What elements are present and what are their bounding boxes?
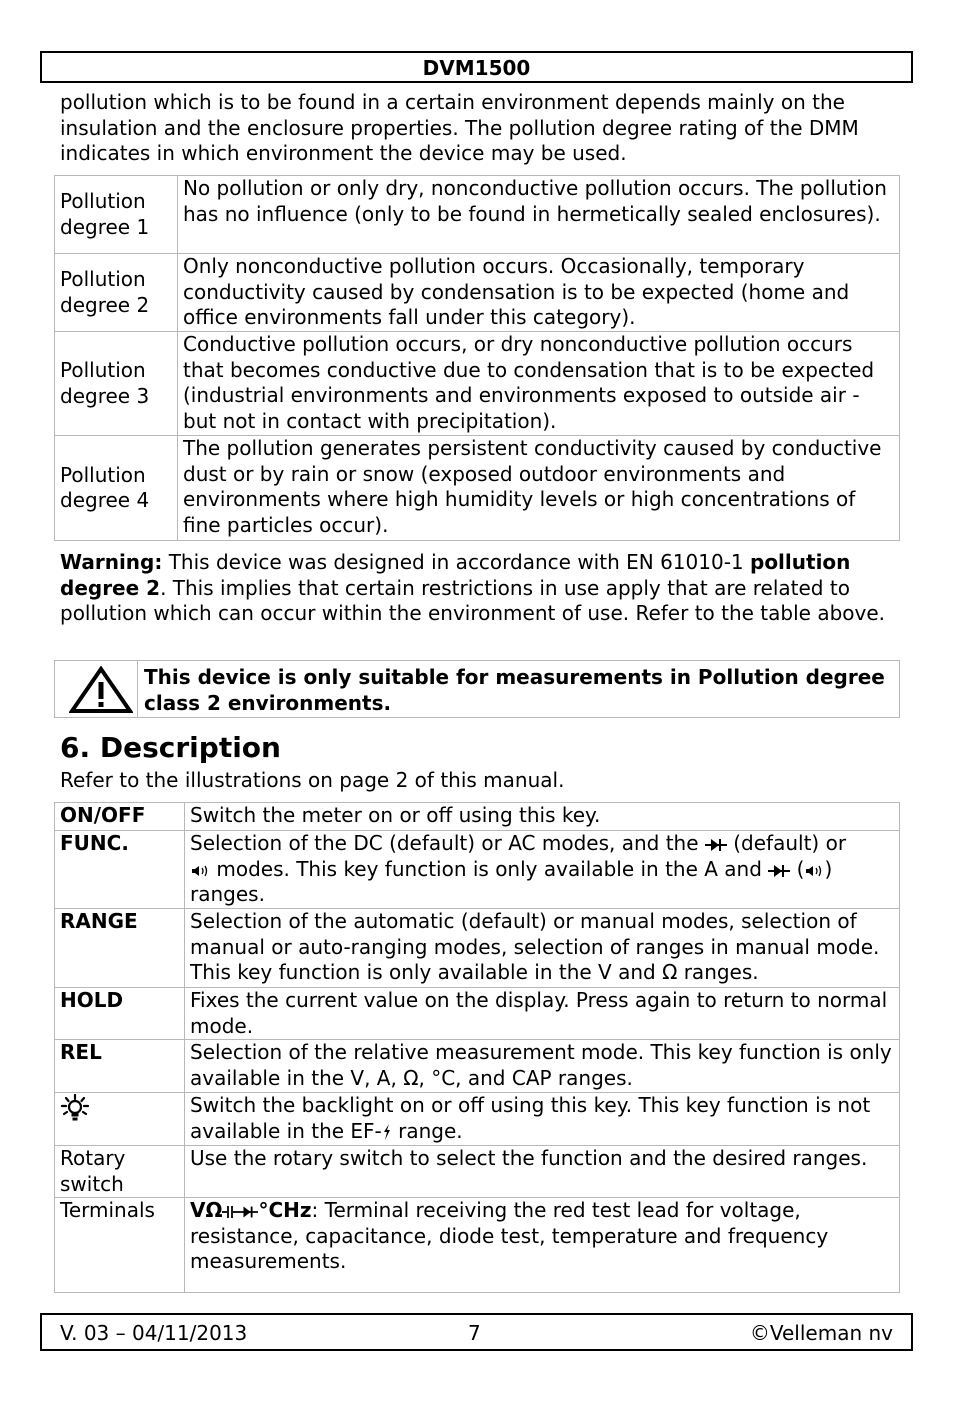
key-description: Fixes the current value on the display. Press again to return to normal mode. <box>185 988 900 1040</box>
diode-icon <box>238 1204 258 1220</box>
terminal-description: : Terminal receiving the red test lead for voltage, resistance, capacitance, diode test, temperature and frequency measurements. <box>190 1198 829 1273</box>
func-text: ) ranges. <box>190 856 833 906</box>
key-description: Selection of the automatic (default) or manual modes, selection of manual or auto-ranging modes, selection of ranges in manual mode. This key function is only available in the V and Ω ranges. <box>185 909 900 988</box>
backlight-text: Switch the backlight on or off using this key. This key function is not available in the EF- <box>190 1093 871 1143</box>
intro-paragraph: pollution which is to be found in a certain environment depends mainly on the insulation and the enclosure properties. The pollution degree rating of the DMM indicates in which environment the device may be used. <box>60 90 859 165</box>
table-row <box>55 988 900 1040</box>
key-description: Selection of the relative measurement mode. This key function is only available in the V, A, Ω, °C, and CAP ranges. <box>185 1040 900 1093</box>
warning-text-continued: . This implies that certain restrictions in use apply that are related to pollution which can occur within the environment of use. Refer to the table above. <box>60 575 885 625</box>
key-description <box>185 831 900 909</box>
capacitor-icon <box>222 1204 238 1220</box>
pollution-description: The pollution generates persistent conductivity caused by conductive dust or by rain or snow (exposed outdoor environments and environments where high humidity levels or high concentrations of fine particles occur). <box>178 436 900 541</box>
pollution-description: No pollution or only dry, nonconductive pollution occurs. The pollution has no influence (only to be found in hermetically sealed enclosures). <box>178 176 900 254</box>
warning-text: This device was designed in accordance with EN 61010-1 <box>168 550 744 574</box>
warning-label: Warning: <box>60 550 163 574</box>
func-text: ( <box>796 856 805 881</box>
footer-copyright: ©Velleman nv <box>749 1321 893 1345</box>
table-row <box>55 803 900 831</box>
warning-paragraph <box>60 550 900 627</box>
func-text: (default) or <box>733 831 847 855</box>
table-row <box>55 254 900 332</box>
func-text: Selection of the DC (default) or AC modes, and the <box>190 831 699 855</box>
pollution-label: Pollution degree 4 <box>55 436 178 541</box>
key-label-terminals: Terminals <box>55 1198 185 1293</box>
pollution-degree-table <box>54 175 900 541</box>
terminal-symbols: VΩ <box>190 1198 223 1222</box>
page-footer <box>40 1313 913 1351</box>
table-row <box>55 1146 900 1198</box>
table-row <box>55 1093 900 1146</box>
func-text: modes. This key function is only available in the A and <box>216 856 762 881</box>
pollution-label: Pollution degree 1 <box>55 176 178 254</box>
footer-version: V. 03 – 04/11/2013 <box>60 1321 248 1345</box>
pollution-description: Conductive pollution occurs, or dry nonconductive pollution occurs that becomes conductive due to condensation that is to be expected (industrial environments and environments exposed to outside air - but not in contact with precipitation). <box>178 332 900 436</box>
pollution-label: Pollution degree 2 <box>55 254 178 332</box>
page-header <box>40 51 913 83</box>
continuity-buzzer-icon <box>804 863 824 879</box>
diode-icon <box>705 837 727 853</box>
key-label-rel: REL <box>55 1040 185 1093</box>
backlight-bulb-icon <box>60 1094 90 1122</box>
table-row <box>55 1040 900 1093</box>
key-description-table <box>54 802 900 1293</box>
table-row <box>55 831 900 909</box>
table-row <box>55 332 900 436</box>
key-description: Switch the meter on or off using this key. <box>185 803 900 831</box>
page-number: 7 <box>468 1321 481 1345</box>
pollution-description: Only nonconductive pollution occurs. Occasionally, temporary conductivity caused by condensation is to be expected (home and office environments fall under this category). <box>178 254 900 332</box>
caution-text: This device is only suitable for measurements in Pollution degree class 2 environments. <box>144 665 885 715</box>
lightning-icon <box>382 1123 392 1141</box>
terminal-symbols: °CHz <box>258 1198 312 1222</box>
key-label-backlight <box>55 1093 185 1146</box>
key-label-onoff: ON/OFF <box>55 803 185 831</box>
caution-divider <box>137 661 138 717</box>
table-row <box>55 909 900 988</box>
key-description <box>185 1093 900 1146</box>
key-label-range: RANGE <box>55 909 185 988</box>
diode-icon <box>768 863 790 879</box>
key-label-func: FUNC. <box>55 831 185 909</box>
caution-box <box>54 660 900 718</box>
section-title: 6. Description <box>60 731 281 764</box>
backlight-text: range. <box>398 1118 463 1143</box>
key-label-rotary: Rotary switch <box>55 1146 185 1198</box>
table-row <box>55 176 900 254</box>
key-description: Use the rotary switch to select the function and the desired ranges. <box>185 1146 900 1198</box>
warning-triangle-icon <box>69 666 133 714</box>
warning-bold-text: pollution degree 2 <box>60 550 851 600</box>
table-row <box>55 1198 900 1293</box>
header-title: DVM1500 <box>422 56 531 80</box>
pollution-label: Pollution degree 3 <box>55 332 178 436</box>
key-description <box>185 1198 900 1293</box>
continuity-buzzer-icon <box>190 863 210 879</box>
section-intro: Refer to the illustrations on page 2 of this manual. <box>60 768 565 792</box>
table-row <box>55 436 900 541</box>
key-label-hold: HOLD <box>55 988 185 1040</box>
